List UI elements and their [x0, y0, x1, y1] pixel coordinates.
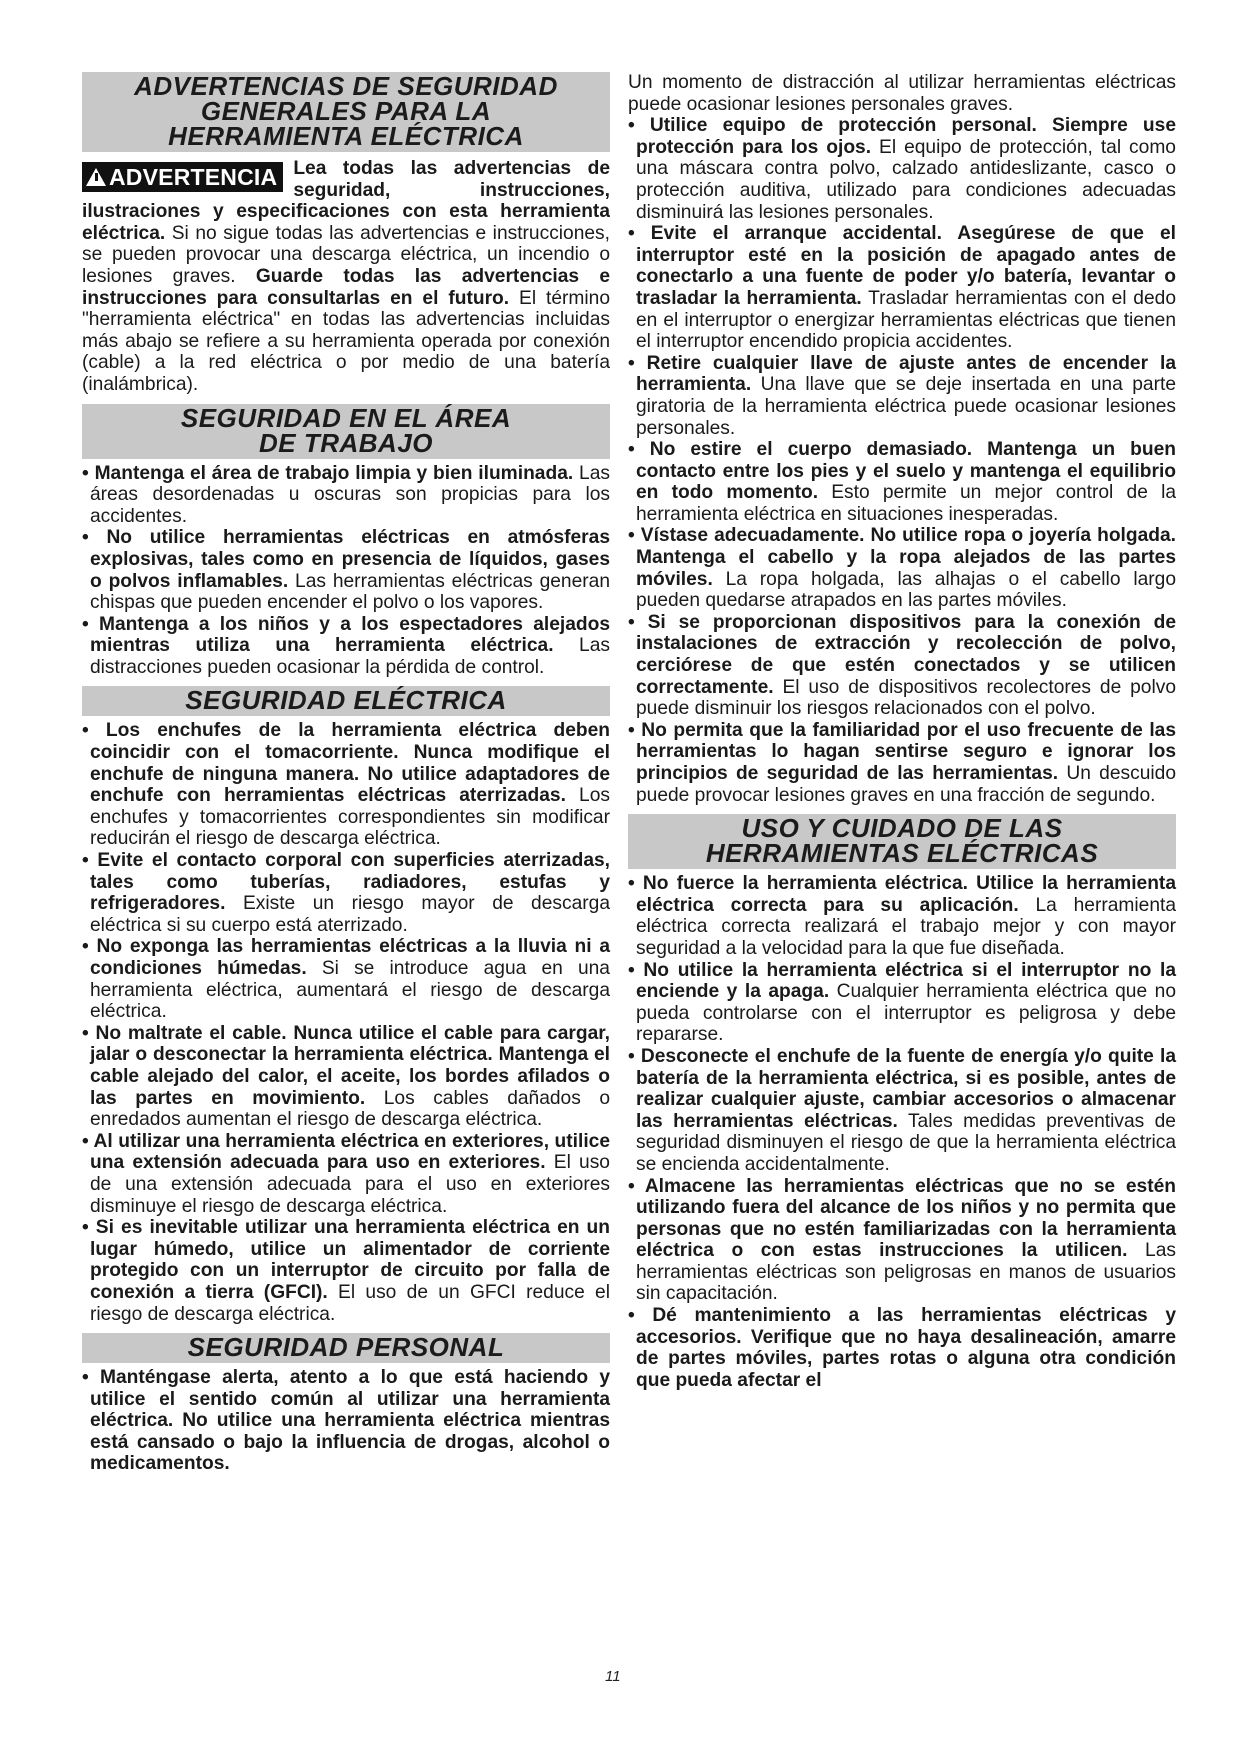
item-text: El uso de dispositivos recolectores de polvo puede disminuir los riesgos relacionados con el polvo.: [636, 676, 1176, 720]
intro-bold-2: Guarde todas las advertencias e instrucciones para consultarlas en el futuro.: [82, 265, 610, 309]
item-text: Los cables dañados o enredados aumentan el riesgo de descarga eléctrica.: [90, 1087, 611, 1131]
list-item: [82, 1217, 610, 1325]
item-text: Un descuido puede provocar lesiones graves en una fracción de segundo.: [636, 763, 1176, 806]
item-bold: • Dé mantenimiento a las herramientas eléctricas y accesorios. Verifique que no haya desalineación, amarre de partes móviles, partes rotas o alguna otra condición que pueda afectar el: [628, 1305, 1176, 1391]
list-item: [82, 463, 610, 528]
item-bold: • Los enchufes de la herramienta eléctrica deben coincidir con el tomacorriente. Nunca modifique el enchufe de ninguna manera. No utilice adaptadores de enchufe con herramientas eléctricas aterrizadas.: [82, 720, 610, 807]
list-item: [628, 353, 1176, 439]
item-bold: • No utilice la herramienta eléctrica si el interruptor no la enciende y la apaga.: [628, 959, 1176, 1003]
advertencia-badge: [82, 162, 283, 192]
item-bold: • No estire el cuerpo demasiado. Mantenga un buen contacto entre los pies y el suelo y mantenga el equilibrio en todo momento.: [628, 439, 1176, 504]
item-text: Trasladar herramientas con el dedo en el interruptor o energizar herramientas eléctricas que tienen el interruptor encendido propicia accidentes.: [636, 287, 1176, 353]
item-text: Si se introduce agua en una herramienta eléctrica, aumentará el riesgo de descarga eléctrica.: [90, 958, 610, 1023]
list-item: [82, 936, 610, 1022]
list-item: [82, 1367, 610, 1475]
list-item: [82, 527, 610, 613]
item-bold: • Desconecte el enchufe de la fuente de energía y/o quite la batería de la herramienta eléctrica, si es posible, antes de realizar cualquier ajuste, cambiar accesorios o almacenar las herramientas eléctricas.: [628, 1045, 1176, 1132]
item-text: Las herramientas eléctricas son peligrosas en manos de usuarios sin capacitación.: [636, 1240, 1176, 1305]
item-bold: • Si se proporcionan dispositivos para la conexión de instalaciones de extracción y recolección de polvo, cerciórese de que estén conectados y se utilicen correctamente.: [628, 611, 1176, 698]
section-heading-personal: [82, 1333, 610, 1363]
list-item: [82, 850, 610, 936]
item-bold: • No exponga las herramientas eléctricas a la lluvia ni a condiciones húmedas.: [82, 936, 610, 979]
item-text: El uso de un GFCI reduce el riesgo de descarga eléctrica.: [90, 1281, 610, 1325]
heading-line: USO Y CUIDADO DE LAS: [741, 813, 1063, 844]
item-text: Las áreas desordenadas u oscuras son propicias para los accidentes.: [90, 462, 610, 527]
item-bold: • No permita que la familiaridad por el uso frecuente de las herramientas lo hagan sentirse seguro e ignorar los principios de seguridad de las herramientas.: [628, 719, 1176, 784]
item-bold: • Mantenga a los niños y a los espectadores alejados mientras utiliza una herramienta eléctrica.: [82, 613, 610, 657]
item-bold: • Utilice equipo de protección personal. Siempre use protección para los ojos.: [628, 115, 1176, 158]
heading-line: ADVERTENCIAS DE SEGURIDAD: [134, 71, 558, 101]
heading-line: DE TRABAJO: [258, 427, 433, 458]
item-bold: • Manténgase alerta, atento a lo que está haciendo y utilice el sentido común al utilizar una herramienta eléctrica. No utilice una herramienta eléctrica mientras está cansado o bajo la influencia de drogas, alcohol o medicamentos.: [82, 1367, 610, 1475]
item-text: Las herramientas eléctricas generan chispas que pueden encender el polvo o los vapores.: [90, 570, 610, 614]
list-item: [628, 960, 1176, 1046]
section-heading-electrical: [82, 686, 610, 716]
heading-line: SEGURIDAD PERSONAL: [187, 1332, 505, 1363]
section-heading-general: [82, 72, 610, 152]
intro-text: Si no sigue todas las advertencias e instrucciones, se pueden provocar una descarga eléctrica, un incendio o lesiones graves.: [82, 222, 610, 287]
item-text: Esto permite un mejor control de la herramienta eléctrica en situaciones inesperadas.: [636, 482, 1176, 525]
item-text: La herramienta eléctrica correcta realizará el trabajo mejor y con mayor seguridad a la velocidad para la que fue diseñada.: [636, 894, 1176, 959]
heading-line: SEGURIDAD EN EL ÁREA: [180, 402, 512, 433]
heading-line: SEGURIDAD ELÉCTRICA: [185, 685, 507, 716]
list-item: [628, 873, 1176, 959]
item-bold: • Mantenga el área de trabajo limpia y bien iluminada.: [82, 462, 574, 484]
list-item: [628, 1176, 1176, 1306]
item-bold: • Vístase adecuadamente. No utilice ropa o joyería holgada. Mantenga el cabello y la ropa alejados de las partes móviles.: [628, 525, 1176, 590]
item-bold: • Almacene las herramientas eléctricas que no se estén utilizando fuera del alcance de los niños y no permita que personas que no estén familiarizadas con la herramienta eléctrica o con estas instrucciones la utilicen.: [628, 1175, 1176, 1262]
item-text: El uso de una extensión adecuada para el uso en exteriores disminuye el riesgo de descarga eléctrica.: [90, 1152, 610, 1217]
item-bold: • Evite el arranque accidental. Asegúrese de que el interruptor esté en la posición de apagado antes de conectarlo a una fuente de poder y/o batería, levantar o trasladar la herramienta.: [628, 223, 1176, 309]
list-item: [628, 612, 1176, 720]
item-text: El equipo de protección, tal como una máscara contra polvo, calzado antideslizante, casco o protección auditiva, utilizado para condiciones adecuadas disminuirá las lesiones personales.: [636, 136, 1176, 223]
list-item: [628, 1305, 1176, 1391]
item-text: Cualquier herramienta eléctrica que no pueda controlarse con el interruptor es peligrosa y debe repararse.: [636, 981, 1176, 1046]
page-number: 11: [605, 1668, 621, 1685]
list-item: [82, 1131, 610, 1217]
list-item: [628, 223, 1176, 353]
item-text: Una llave que se deje insertada en una parte giratoria de la herramienta eléctrica puede ocasionar lesiones personales.: [636, 374, 1176, 439]
list-item: [628, 525, 1176, 611]
list-item: [628, 115, 1176, 223]
item-text: Existe un riesgo mayor de descarga eléctrica si su cuerpo está aterrizado.: [90, 893, 610, 936]
list-item: [628, 1046, 1176, 1176]
item-text: La ropa holgada, las alhajas o el cabello largo pueden quedarse atrapados en las partes móviles.: [636, 568, 1176, 612]
item-bold: • No maltrate el cable. Nunca utilice el cable para cargar, jalar o desconectar la herramienta eléctrica. Mantenga el cable alejado del calor, el aceite, los bordes afilados o las partes en movimiento.: [82, 1022, 610, 1109]
item-bold: • Al utilizar una herramienta eléctrica en exteriores, utilice una extensión adecuada para uso en exteriores.: [82, 1130, 610, 1174]
section-heading-use-care: [628, 814, 1176, 869]
heading-line: HERRAMIENTAS ELÉCTRICAS: [705, 838, 1099, 869]
list-item: [82, 614, 610, 679]
list-item: [82, 1023, 610, 1131]
item-text: Tales medidas preventivas de seguridad disminuyen el riesgo de que la herramienta eléctrica se encienda accidentalmente.: [636, 1110, 1176, 1175]
item-bold: • Si es inevitable utilizar una herramienta eléctrica en un lugar húmedo, utilice un alimentador de corriente protegido con un interruptor de circuito por falla de conexión a tierra (GFCI).: [82, 1217, 610, 1303]
continued-text: Un momento de distracción al utilizar herramientas eléctricas puede ocasionar lesiones personales graves.: [628, 72, 1176, 115]
heading-line: HERRAMIENTA ELÉCTRICA: [168, 121, 524, 151]
item-text: Los enchufes y tomacorrientes correspondientes sin modificar reducirán el riesgo de descarga eléctrica.: [90, 785, 610, 850]
heading-line: GENERALES PARA LA: [200, 96, 492, 126]
right-column: [628, 72, 1176, 1391]
item-text: Las distracciones pueden ocasionar la pérdida de control.: [90, 635, 610, 678]
item-bold: • No fuerce la herramienta eléctrica. Utilice la herramienta eléctrica correcta para su aplicación.: [628, 873, 1176, 916]
left-column: [82, 72, 610, 1475]
intro-text-2: El término "herramienta eléctrica" en todas las advertencias incluidas más abajo se refiere a su herramienta operada por conexión (cable) a la red eléctrica o por medio de una batería (inalámbrica).: [82, 287, 610, 395]
general-warning: [82, 158, 610, 396]
item-bold: • Evite el contacto corporal con superficies aterrizadas, tales como tuberías, radiadores, estufas y refrigeradores.: [82, 850, 610, 915]
badge-label: ADVERTENCIA: [109, 164, 278, 190]
list-item: [82, 720, 610, 850]
intro-bold: Lea todas las advertencias de seguridad, instrucciones, ilustraciones y especificaciones con esta herramienta eléctrica.: [82, 158, 610, 244]
list-item: [628, 720, 1176, 806]
item-bold: • Retire cualquier llave de ajuste antes de encender la herramienta.: [628, 352, 1176, 396]
warning-triangle-icon: [86, 168, 106, 186]
section-heading-work-area: [82, 404, 610, 459]
list-item: [628, 439, 1176, 525]
item-bold: • No utilice herramientas eléctricas en atmósferas explosivas, tales como en presencia de líquidos, gases o polvos inflamables.: [82, 527, 610, 592]
